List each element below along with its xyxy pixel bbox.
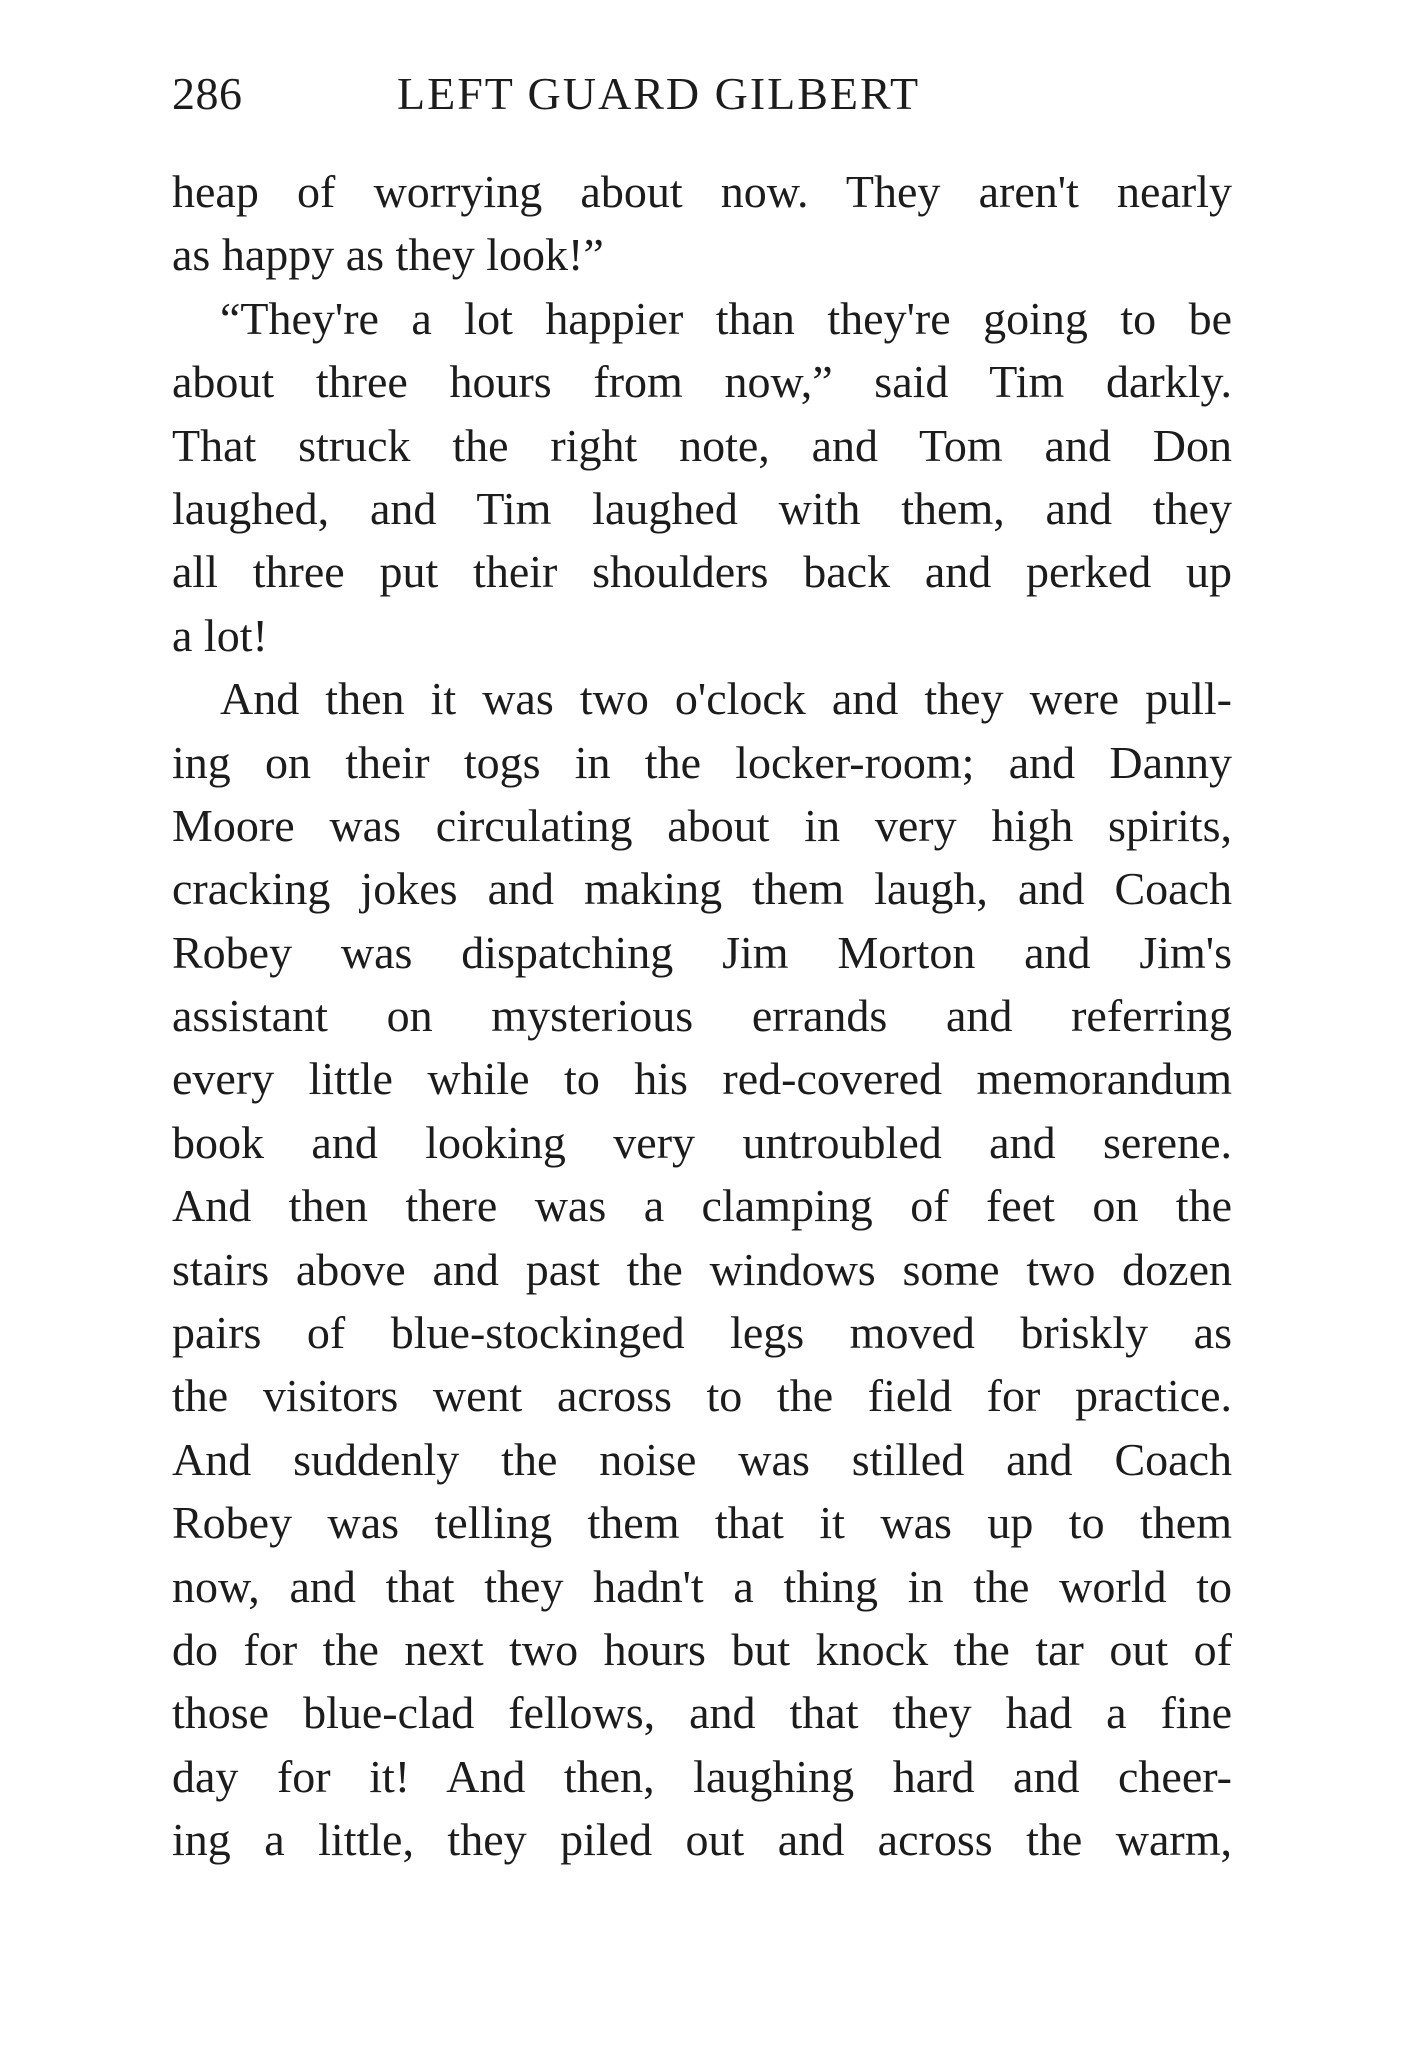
text-line: every little while to his red-covered memorandum xyxy=(172,1053,1232,1105)
text-line: That struck the right note, and Tom and Don xyxy=(172,419,1232,471)
text-line: as happy as they look!” xyxy=(172,229,604,281)
text-line: Robey was telling them that it was up to them xyxy=(172,1497,1232,1549)
text-line: “They're a lot happier than they're going to be xyxy=(220,292,1232,344)
text-line: now, and that they hadn't a thing in the world to xyxy=(172,1560,1232,1612)
text-line: Robey was dispatching Jim Morton and Jim's xyxy=(172,926,1232,978)
text-line: heap of worrying about now. They aren't nearly xyxy=(172,166,1232,217)
text-line: Moore was circulating about in very high spirits, xyxy=(172,799,1232,851)
body-text xyxy=(172,160,1232,1872)
text-line: book and looking very untroubled and serene. xyxy=(172,1116,1232,1168)
text-line: And then there was a clamping of feet on the xyxy=(172,1180,1232,1232)
text-line: do for the next two hours but knock the tar out of xyxy=(172,1623,1232,1675)
text-line: the visitors went across to the field for practice. xyxy=(172,1370,1232,1422)
text-line: day for it! And then, laughing hard and cheer- xyxy=(172,1750,1232,1802)
text-line: laughed, and Tim laughed with them, and they xyxy=(172,482,1232,534)
text-line: And suddenly the noise was stilled and Coach xyxy=(172,1433,1232,1485)
text-line: a lot! xyxy=(172,609,268,661)
text-line: And then it was two o'clock and they were pull- xyxy=(220,673,1232,725)
text-line: assistant on mysterious errands and referring xyxy=(172,990,1232,1042)
book-title: LEFT GUARD GILBERT xyxy=(397,68,921,119)
text-line: stairs above and past the windows some two dozen xyxy=(172,1243,1232,1295)
text-line: cracking jokes and making them laugh, and Coach xyxy=(172,863,1232,915)
page-number: 286 xyxy=(172,68,243,119)
text-line: ing a little, they piled out and across the warm, xyxy=(172,1814,1232,1866)
text-line: those blue-clad fellows, and that they had a fine xyxy=(172,1687,1232,1739)
text-line: ing on their togs in the locker-room; and Danny xyxy=(172,736,1232,788)
text-line: about three hours from now,” said Tim darkly. xyxy=(172,356,1232,408)
text-line: all three put their shoulders back and perked up xyxy=(172,546,1232,598)
running-head xyxy=(172,64,1232,124)
text-line: pairs of blue-stockinged legs moved briskly as xyxy=(172,1307,1232,1359)
